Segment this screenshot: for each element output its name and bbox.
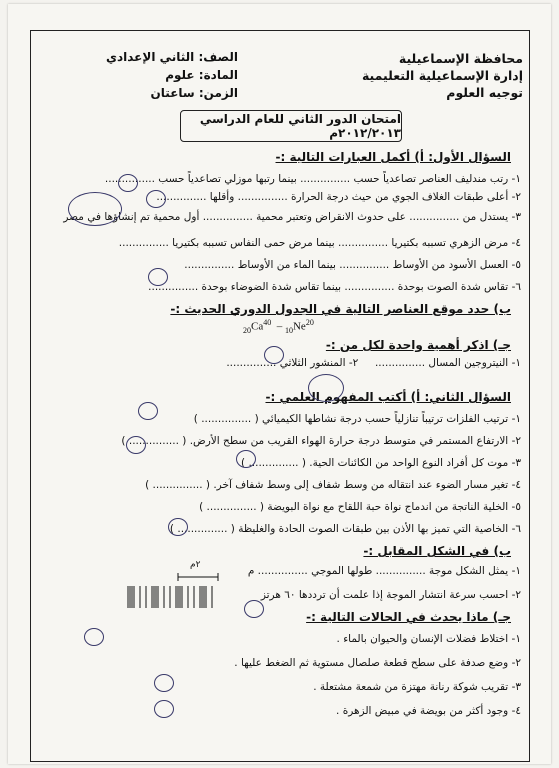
administration: إدارة الإسماعيلية التعليمية [361,68,523,83]
governorate: محافظة الإسماعيلية [398,51,523,66]
wavelength-arrow [176,572,220,582]
grade-circle-mark [138,402,158,420]
element-equation: $_{20}Ca^{40} - _{10}Ne^{20}$ [243,318,314,335]
longitudinal-wave-figure [126,584,256,610]
grade-circle-mark [264,346,284,364]
q2-title: السؤال الثاني: أ) أكتب المفهوم العلمي :- [265,390,511,404]
q2-b-title: ب) في الشكل المقابل :- [363,544,511,558]
grade-label: الصف: الثاني الإعدادي [105,50,238,64]
q2-item-1: ١- ترتيب الفلزات ترتيباً تنازلياً حسب درجة نشاطها الكيميائي ( ............... ) [193,413,521,425]
q2-c-item-3: ٣- تقريب شوكة رنانة مهتزة من شمعة مشتعلة . [313,681,521,693]
q2-item-3: ٣- موت كل أفراد النوع الواحد من الكائنات الحية. ( ............... ) [241,457,521,469]
grade-circle-mark [118,174,138,192]
q1-item-6: ٦- تقاس شدة الصوت بوحدة ............... بينما تقاس شدة الضوضاء بوحدة ............... [148,281,521,293]
exam-page [8,4,551,764]
q1-c-item-1: ١- النيتروجين المسال ............... [374,357,521,369]
q1-item-3: ٣- يستدل من ............... على حدوث الانقراض وتعتبر محمية ............... أول محمية تم إنشاؤها في مصر [63,211,521,223]
q1-c-item-2: ٢- المنشور الثلاثي ............... [226,357,359,369]
q2-item-4: ٤- تغير مسار الضوء عند انتقاله من وسط شفاف إلى وسط شفاف آخر. ( ............... ) [145,479,521,491]
q1-c-title: جـ) اذكر أهمية واحدة لكل من :- [325,338,511,352]
q2-item-6: ٦- الخاصية التي تميز بها الأذن بين طبقات الصوت الحادة والغليظة ( ............... ) [169,523,521,535]
grade-circle-mark [244,600,264,618]
header-left [68,48,238,102]
q1-item-2: ٢- أعلى طبقات الغلاف الجوي من حيث درجة الحرارة ............... وأقلها ............... [156,191,521,203]
q2-b-item-2: ٢- احسب سرعة انتشار الموجة إذا علمت أن ترددها ٦٠ هرتز [260,589,521,601]
q1-b-title: ب) حدد موقع العناصر التالية في الجدول الدوري الحديث :- [170,302,511,316]
q2-c-item-1: ١- اختلاط فضلات الإنسان والحيوان بالماء . [336,633,521,645]
grade-circle-mark [126,436,146,454]
q2-b-item-1: ١- يمثل الشكل موجة ............... طولها الموجي ............... م [247,565,521,577]
exam-title: امتحان الدور الثاني للعام الدراسي ٢٠١٢/٢٠١٣م [180,110,402,142]
q1-item-1: ١- رتب مندليف العناصر تصاعدياً حسب ............... بينما رتبها موزلي تصاعدياً حسب ............... [104,173,521,185]
q2-c-item-4: ٤- وجود أكثر من بويضة في مبيض الزهرة . [336,705,521,717]
grade-circle-mark [146,190,166,208]
wavelength-label: ٢م [190,560,201,570]
q2-c-title: جـ) ماذا يحدث في الحالات التالية :- [306,610,511,624]
header-right [313,50,523,101]
q2-item-5: ٥- الخلية الناتجة من اندماج نواة حبة اللقاح مع نواة البويضة ( ............... ) [199,501,521,513]
q1-item-4: ٤- مرض الزهري تسببه بكتيريا ............... بينما مرض حمى النفاس تسببه بكتيريا ............... [118,237,521,249]
grade-circle-mark [84,628,104,646]
grade-circle-mark [236,450,256,468]
grade-circle-mark [168,518,188,536]
q1-c-items [51,356,521,370]
grade-circle-mark [154,700,174,718]
q2-c-item-2: ٢- وضع صدفة على سطح قطعة صلصال مستوية ثم الضغط عليها . [234,657,521,669]
grade-circle-mark [308,374,344,402]
q1-title: السؤال الأول: أ) أكمل العبارات التالية :- [275,150,511,164]
grade-circle-mark [148,268,168,286]
q1-item-5: ٥- العسل الأسود من الأوساط ............... بينما الماء من الأوساط ............... [184,259,521,271]
q2-item-2: ٢- الارتفاع المستمر في متوسط درجة حرارة الهواء القريب من سطح الأرض. ( ............... ) [121,435,521,447]
grade-circle-mark [68,192,122,226]
grade-circle-mark [154,674,174,692]
time-label: الزمن: ساعتان [150,86,238,100]
department: توجيه العلوم [446,85,523,100]
subject-label: المادة: علوم [165,68,238,82]
